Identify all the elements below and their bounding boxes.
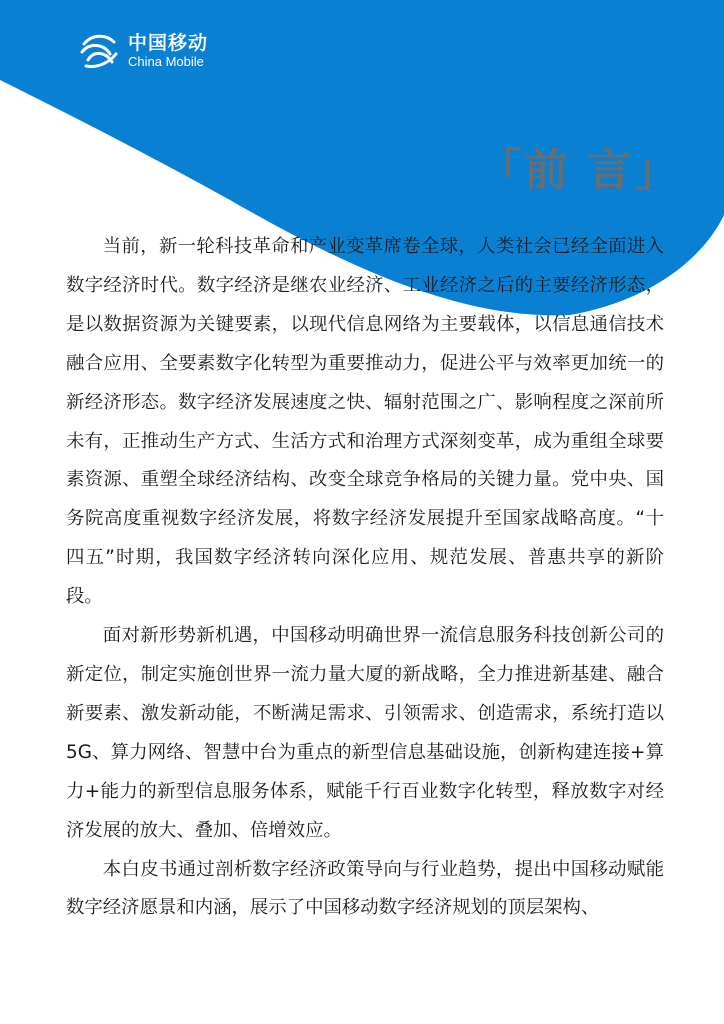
logo-name-en: China Mobile	[128, 54, 204, 69]
paragraph: 本白皮书通过剖析数字经济政策导向与行业趋势，提出中国移动赋能数字经济愿景和内涵，展示了中国移动数字经济规划的顶层架构、	[66, 858, 664, 919]
paragraph: 面对新形势新机遇，中国移动明确世界一流信息服务科技创新公司的新定位，制定实施创世界一流力量大厦的新战略，全力推进新基建、融合新要素、激发新动能，不断满足需求、引领需求、创造需求，系统打造以 5G、算力网络、智慧中台为重点的新型信息基础设施，创新构建连接+算力+能力的新型信息服务体系，赋能千行百业数字化转型，释放数字对经济发展的放大、叠加、倍增效应。	[66, 625, 664, 841]
logo-name-cn: 中国移动	[128, 32, 209, 54]
paragraph: 当前，新一轮科技革命和产业变革席卷全球，人类社会已经全面进入数字经济时代。数字经济是继农业经济、工业经济之后的主要经济形态，是以数据资源为关键要素，以现代信息网络为主要载体，以信息通信技术融合应用、全要素数字化转型为重要推动力，促进公平与效率更加统一的新经济形态。数字经济发展速度之快、辐射范围之广、影响程度之深前所未有，正推动生产方式、生活方式和治理方式深刻变革，成为重组全球要素资源、重塑全球经济结构、改变全球竞争格局的关键力量。党中央、国务院高度重视数字经济发展，将数字经济发展提升至国家战略高度。“十四五”时期，我国数字经济转向深化应用、规范发展、普惠共享的新阶段。	[66, 236, 664, 608]
body-text	[66, 228, 664, 928]
china-mobile-logo-icon	[76, 28, 122, 74]
china-mobile-logo	[76, 28, 208, 74]
page-title: 「前 言」	[478, 145, 680, 196]
